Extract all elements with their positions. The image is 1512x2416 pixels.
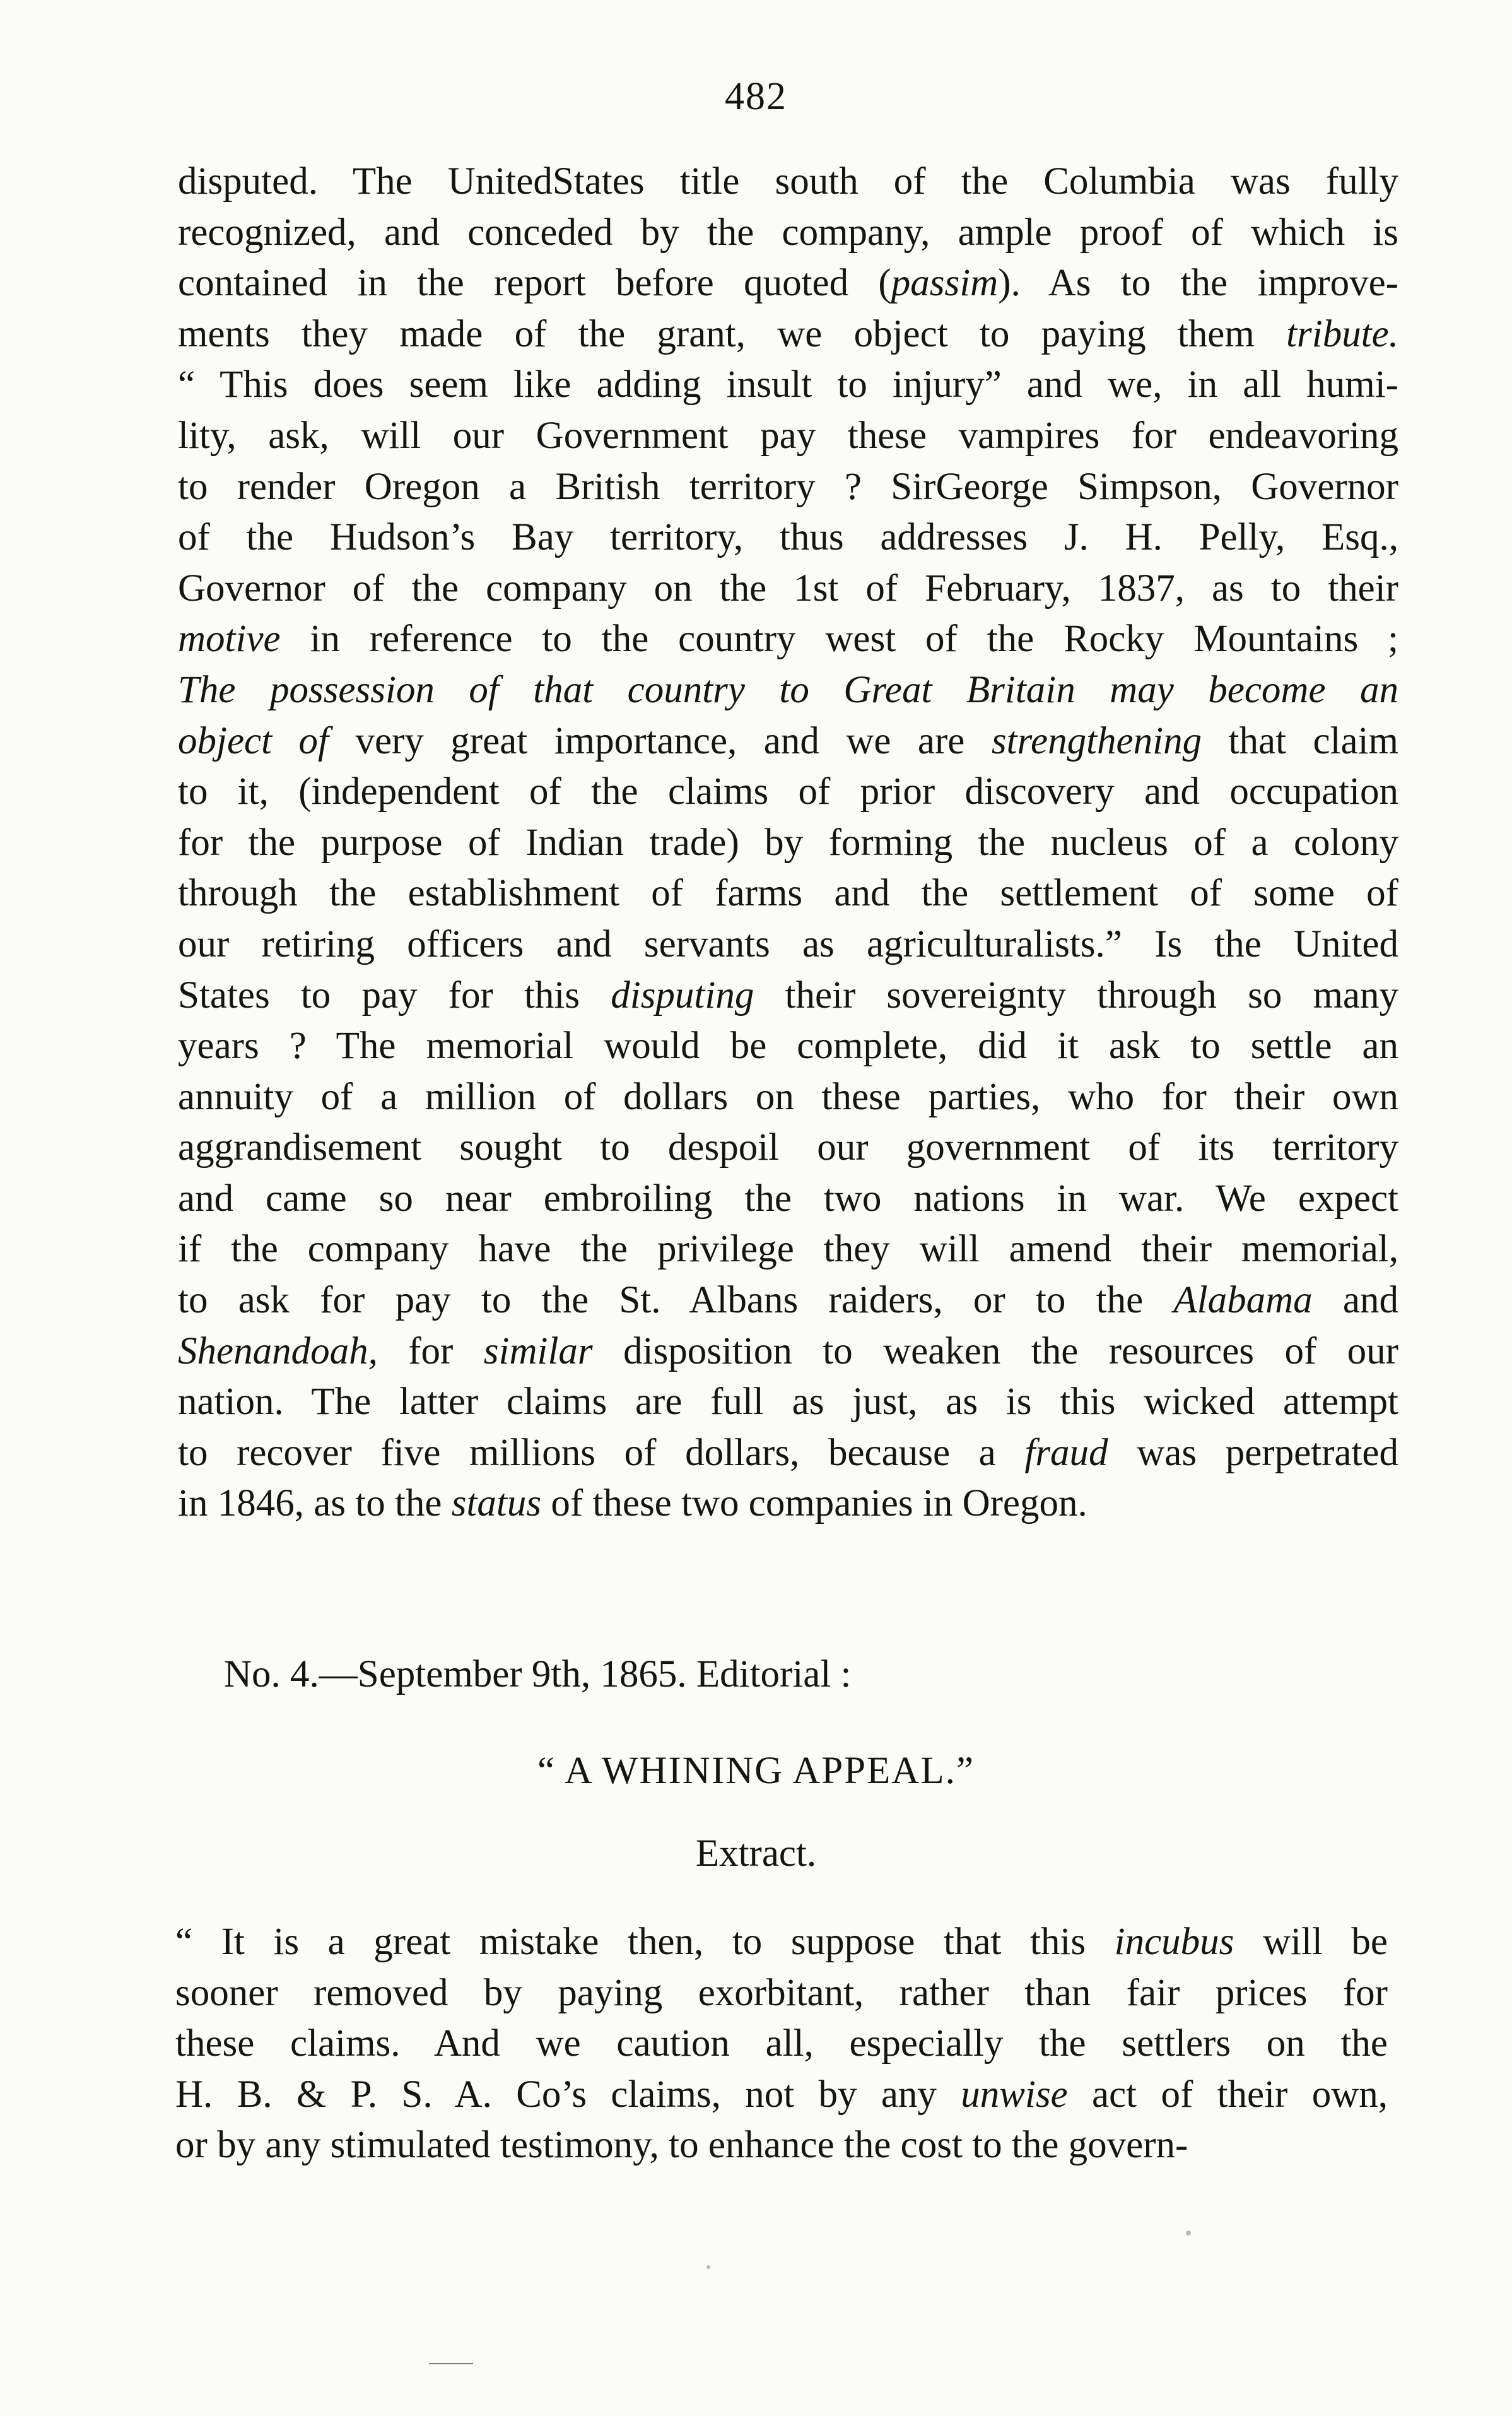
body-text-line <box>178 1123 1398 1174</box>
text-run: Governor of the company on the 1st of February, 1837, as to their <box>178 567 1398 610</box>
text-run: if the company have the privilege they will amend their memorial, <box>178 1228 1398 1271</box>
body-text-line <box>178 309 1398 360</box>
body-text-line <box>178 1478 1398 1529</box>
italic-text-run: similar <box>483 1329 593 1372</box>
text-run: these claims. And we caution all, especially the settlers on the <box>175 2022 1388 2065</box>
body-text-line <box>178 1224 1398 1275</box>
text-run: disputed. The UnitedStates title south of the Columbia was fully <box>178 160 1398 203</box>
text-run: was perpetrated <box>1108 1431 1399 1474</box>
body-text-line <box>178 462 1398 513</box>
body-text-line <box>178 716 1398 767</box>
italic-text-run: unwise <box>961 2073 1068 2116</box>
italic-text-run: status <box>451 1482 542 1525</box>
text-run: aggrandisement sought to despoil our government of its territory <box>178 1126 1398 1169</box>
italic-text-run: passim <box>891 262 999 305</box>
text-run: of the Hudson’s Bay territory, thus addresses J. H. Pelly, Esq., <box>178 516 1398 559</box>
entry-heading-no-4: No. 4.—September 9th, 1865. Editorial : <box>224 1653 852 1695</box>
body-text-line <box>178 970 1398 1022</box>
italic-text-run: Shenandoah, <box>178 1329 378 1372</box>
body-text-line <box>178 1377 1398 1428</box>
text-run: disposition to weaken the resources of our <box>592 1329 1398 1372</box>
text-run: and <box>1312 1279 1398 1322</box>
body-text-line <box>178 919 1398 970</box>
scan-speck <box>1186 2230 1191 2236</box>
text-run: for the purpose of Indian trade) by forming the nucleus of a colony <box>178 821 1398 864</box>
body-text-line <box>178 512 1398 563</box>
italic-text-run: fraud <box>1024 1431 1108 1474</box>
text-run: their sovereignty through so many <box>754 974 1398 1016</box>
italic-text-run: object of <box>178 719 329 762</box>
body-text-line <box>178 258 1398 309</box>
section-title: “ A WHINING APPEAL.” <box>537 1750 975 1792</box>
body-text-line <box>178 208 1398 259</box>
text-run: that claim <box>1202 719 1398 762</box>
quoted-extract-paragraph <box>175 1917 1388 2171</box>
text-run: years ? The memorial would be complete, did it ask to settle an <box>178 1025 1398 1068</box>
extract-text-line <box>175 2120 1388 2171</box>
text-run: “ This does seem like adding insult to injury” and we, in all humi- <box>178 363 1398 406</box>
italic-text-run: The possession of that country to Great Britain may become an <box>178 668 1398 711</box>
text-run: of these two companies in Oregon. <box>541 1482 1087 1525</box>
extract-label: Extract. <box>695 1832 817 1875</box>
text-run: “ It is a great mistake then, to suppose that this <box>175 1921 1115 1963</box>
text-run: will be <box>1234 1921 1388 1963</box>
text-run: nation. The latter claims are full as just, as is this wicked attempt <box>178 1381 1398 1423</box>
italic-text-run: motive <box>178 618 281 661</box>
text-run: to recover five millions of dollars, because a <box>178 1431 1025 1474</box>
text-run: States to pay for this <box>178 974 611 1016</box>
text-run: annuity of a million of dollars on these parties, who for their own <box>178 1075 1398 1118</box>
extract-text-line <box>175 1917 1388 1968</box>
body-text-line <box>178 665 1398 716</box>
text-run: contained in the report before quoted ( <box>178 262 891 305</box>
body-text-line <box>178 1326 1398 1377</box>
body-text-line <box>178 411 1398 462</box>
body-text-line <box>178 868 1398 919</box>
italic-text-run: disputing <box>611 974 754 1016</box>
text-run: very great importance, and we are <box>328 719 992 762</box>
italic-text-run: Alabama <box>1173 1279 1313 1322</box>
text-run: to render Oregon a British territory ? SirGeorge Simpson, Governor <box>178 465 1398 508</box>
italic-text-run: strengthening <box>991 719 1202 762</box>
text-run: or by any stimulated testimony, to enhance the cost to the govern- <box>175 2124 1188 2167</box>
text-run: ments they made of the grant, we object to paying them <box>178 312 1287 355</box>
text-run: H. B. & P. S. A. Co’s claims, not by any <box>175 2073 961 2116</box>
scan-mark <box>429 2363 473 2364</box>
italic-text-run: tribute. <box>1286 312 1398 355</box>
body-text-line <box>178 767 1398 818</box>
extract-text-line <box>175 2018 1388 2070</box>
body-text-line <box>178 360 1398 411</box>
body-text-line <box>178 1428 1398 1479</box>
scan-speck <box>706 2265 710 2269</box>
text-run: through the establishment of farms and the settlement of some of <box>178 872 1398 915</box>
text-run: to ask for pay to the St. Albans raiders, or to the <box>178 1279 1174 1322</box>
text-run: ). As to the improve- <box>998 262 1398 305</box>
text-run: in 1846, as to the <box>178 1482 452 1525</box>
text-run: our retiring officers and servants as agriculturalists.” Is the United <box>178 922 1398 965</box>
text-run: and came so near embroiling the two nations in war. We expect <box>178 1177 1398 1220</box>
text-run: in reference to the country west of the Rocky Mountains ; <box>280 618 1398 661</box>
text-run: for <box>377 1329 484 1372</box>
body-text-line <box>178 1174 1398 1225</box>
text-run: to it, (independent of the claims of prior discovery and occupation <box>178 770 1398 813</box>
page-number: 482 <box>725 75 787 118</box>
body-text-line <box>178 156 1398 208</box>
body-text-line <box>178 614 1398 665</box>
body-text-line <box>178 563 1398 615</box>
text-run: act of their own, <box>1067 2073 1388 2116</box>
extract-text-line <box>175 1968 1388 2019</box>
body-text-line <box>178 818 1398 869</box>
text-run: sooner removed by paying exorbitant, rather than fair prices for <box>175 1971 1388 2014</box>
body-text-line <box>178 1275 1398 1326</box>
italic-text-run: incubus <box>1114 1921 1234 1963</box>
text-run: recognized, and conceded by the company, ample proof of which is <box>178 211 1398 254</box>
body-text-line <box>178 1021 1398 1072</box>
extract-text-line <box>175 2070 1388 2121</box>
body-paragraph-memorial-critique <box>178 156 1398 1529</box>
text-run: lity, ask, will our Government pay these vampires for endeavoring <box>178 414 1398 457</box>
body-text-line <box>178 1072 1398 1123</box>
